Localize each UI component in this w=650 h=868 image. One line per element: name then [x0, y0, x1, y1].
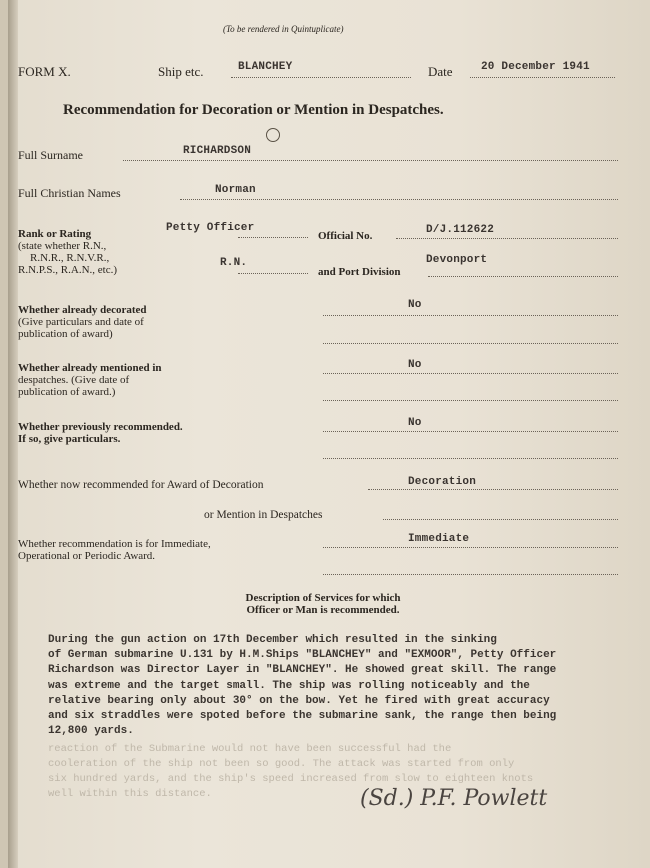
previously-recommended-label: Whether previously recommended. If so, give particulars. — [18, 421, 183, 445]
surname-dotted-line — [123, 160, 618, 161]
date-value: 20 December 1941 — [481, 61, 590, 73]
official-no-label: Official No. — [318, 230, 373, 242]
mentioned-value: No — [408, 359, 422, 371]
type-dotted-line-2 — [323, 574, 618, 575]
mention-dotted-line — [383, 519, 618, 520]
award-label: Whether now recommended for Award of Decoration — [18, 479, 264, 491]
decorated-dotted-line-2 — [323, 343, 618, 344]
ship-value: BLANCHEY — [238, 61, 293, 73]
service-dotted-line — [238, 273, 308, 274]
official-dotted-line — [396, 238, 618, 239]
page-title: Recommendation for Decoration or Mention in Despatches. — [63, 102, 444, 118]
mention-despatches-label: or Mention in Despatches — [204, 509, 323, 521]
decorated-dotted-line-1 — [323, 315, 618, 316]
previously-recommended-value: No — [408, 417, 422, 429]
port-division-value: Devonport — [426, 254, 488, 266]
ship-label: Ship etc. — [158, 64, 204, 79]
service-value: R.N. — [220, 257, 248, 269]
official-no-value: D/J.112622 — [426, 224, 495, 236]
mentioned-label: Whether already mentioned in despatches. (Give date of publication of award.) — [18, 362, 162, 398]
port-dotted-line — [428, 276, 618, 277]
description-heading: Description of Services for which Officer or Man is recommended. — [245, 592, 401, 616]
date-label: Date — [428, 64, 453, 79]
decorated-value: No — [408, 299, 422, 311]
christian-dotted-line — [180, 199, 618, 200]
circle-mark-icon — [266, 128, 280, 142]
rank-label: Rank or Rating (state whether R.N., R.N.R., R.N.V.R., R.N.P.S., R.A.N., etc.) — [18, 228, 118, 276]
form-label: FORM X. — [18, 64, 71, 79]
previous-dotted-line-2 — [323, 458, 618, 459]
port-division-label: and Port Division — [318, 266, 401, 278]
faded-back-text: reaction of the Submarine would not have been successful had the cooleration of the ship not been so good. The attack was started from only six hundred yards, and the ship's speed increased from slow to eighteen knots well within this distance. — [48, 743, 534, 800]
award-type-value: Immediate — [408, 533, 470, 545]
mentioned-dotted-line-2 — [323, 400, 618, 401]
christian-names-label: Full Christian Names — [18, 186, 121, 200]
rank-value: Petty Officer — [166, 222, 255, 234]
signature: (Sd.) P.F. Powlett — [360, 786, 548, 811]
document-page — [8, 0, 650, 868]
rank-dotted-line — [238, 237, 308, 238]
award-type-label: Whether recommendation is for Immediate, Operational or Periodic Award. — [18, 538, 211, 562]
description-body: During the gun action on 17th December which resulted in the sinking of German submarine U.131 by H.M.Ships "BLANCHEY" and "EXMOOR", Petty Officer Richardson was Director Layer in "BLANCHEY". He showed great skill. The range was extreme and the target small. The ship was rolling noticeably and the relative bearing only about 30° on the bow. Yet he fired with great accuracy and six straddles were spoted before the submarine sank, the range then being 12,800 yards. — [48, 634, 557, 738]
ship-dotted-line — [231, 77, 411, 78]
decorated-label: Whether already decorated (Give particulars and date of publication of award) — [18, 304, 147, 340]
surname-label: Full Surname — [18, 148, 83, 162]
christian-names-value: Norman — [215, 184, 256, 196]
previous-dotted-line-1 — [323, 431, 618, 432]
surname-value: RICHARDSON — [183, 145, 252, 157]
award-value: Decoration — [408, 476, 477, 488]
date-dotted-line — [470, 77, 615, 78]
quintuplicate-note: (To be rendered in Quintuplicate) — [223, 24, 344, 34]
mentioned-dotted-line-1 — [323, 373, 618, 374]
page-edge-shadow — [8, 0, 18, 868]
award-dotted-line — [368, 489, 618, 490]
type-dotted-line-1 — [323, 547, 618, 548]
